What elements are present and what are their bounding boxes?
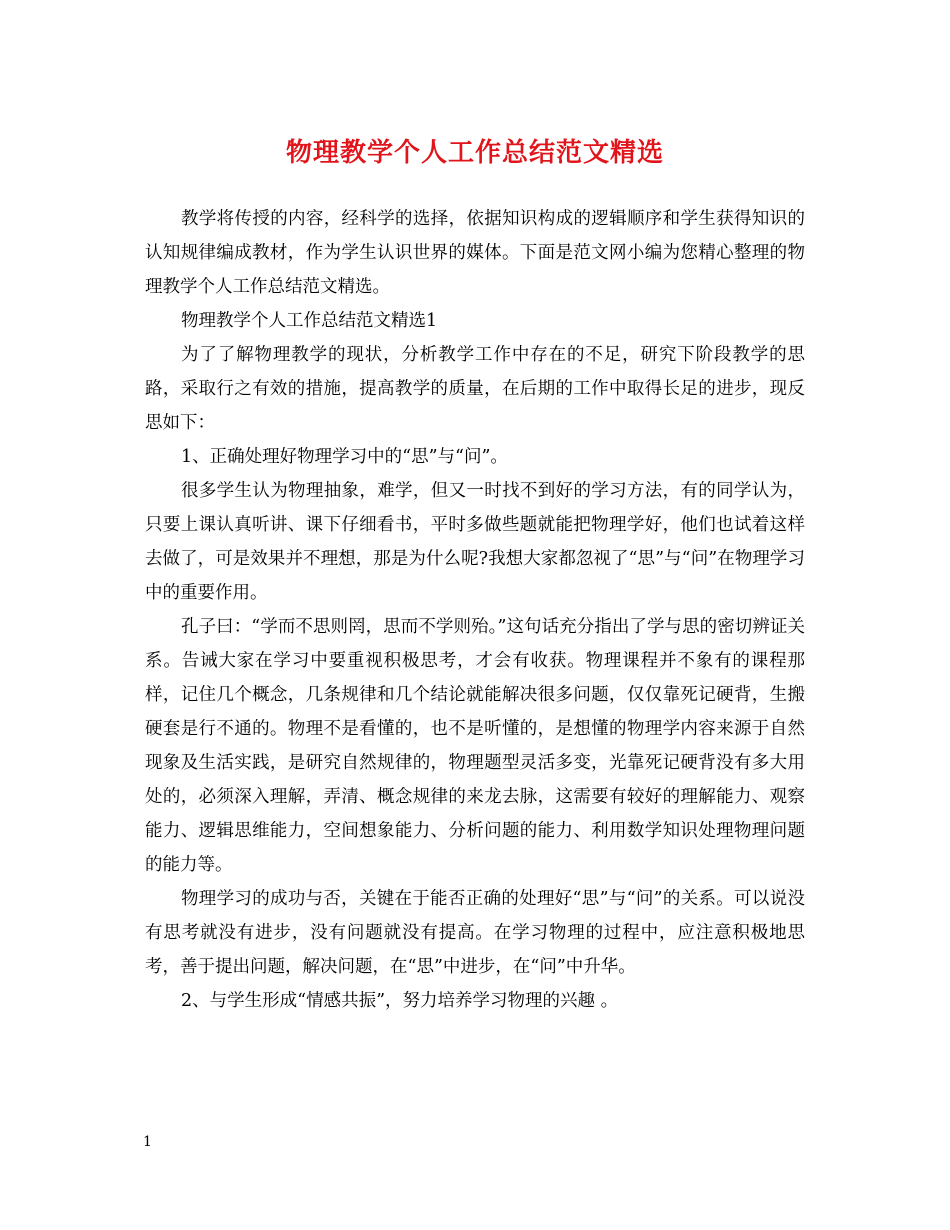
section-heading: 物理教学个人工作总结范文精选1 (181, 311, 438, 331)
body-paragraph: 为了了解物理教学的现状，分析教学工作中存在的不足，研究下阶段教学的思路，采取行之有效的措施，提高教学的质量，在后期的工作中取得长足的进步，现反思如下： (145, 345, 805, 433)
point-heading-2: 2、与学生形成“情感共振”，努力培养学习物理的兴趣 。 (181, 991, 619, 1011)
document-title: 物理教学个人工作总结范文精选 (285, 138, 664, 168)
document-body (145, 202, 805, 1018)
point-heading-1: 1、正确处理好物理学习中的“思”与“问”。 (181, 447, 508, 467)
body-paragraph: 物理学习的成功与否，关键在于能否正确的处理好“思”与“问”的关系。可以说没有思考就没有进步，没有问题就没有提高。在学习物理的过程中，应注意积极地思考，善于提出问题，解决问题，在“思”中进步，在“问”中升华。 (145, 889, 805, 977)
body-paragraph: 孔子曰：“学而不思则罔，思而不学则殆。”这句话充分指出了学与思的密切辨证关系。告诫大家在学习中要重视积极思考，才会有收获。物理课程并不象有的课程那样，记住几个概念，几条规律和几个结论就能解决很多问题，仅仅靠死记硬背，生搬硬套是行不通的。物理不是看懂的，也不是听懂的，是想懂的物理学内容来源于自然现象及生活实践，是研究自然规律的，物理题型灵活多变，光靠死记硬背没有多大用处的，必须深入理解，弄清、概念规律的来龙去脉，这需要有较好的理解能力、观察能力、逻辑思维能力，空间想象能力、分析问题的能力、利用数学知识处理物理问题的能力等。 (145, 617, 805, 875)
intro-paragraph: 教学将传授的内容，经科学的选择，依据知识构成的逻辑顺序和学生获得知识的认知规律编成教材，作为学生认识世界的媒体。下面是范文网小编为您精心整理的物理教学个人工作总结范文精选。 (145, 209, 805, 297)
body-paragraph: 很多学生认为物理抽象，难学，但又一时找不到好的学习方法，有的同学认为，只要上课认真听讲、课下仔细看书，平时多做些题就能把物理学好，他们也试着这样去做了，可是效果并不理想，那是为什么呢?我想大家都忽视了“思”与“问”在物理学习中的重要作用。 (145, 481, 805, 603)
page-number: 1 (143, 1134, 152, 1150)
